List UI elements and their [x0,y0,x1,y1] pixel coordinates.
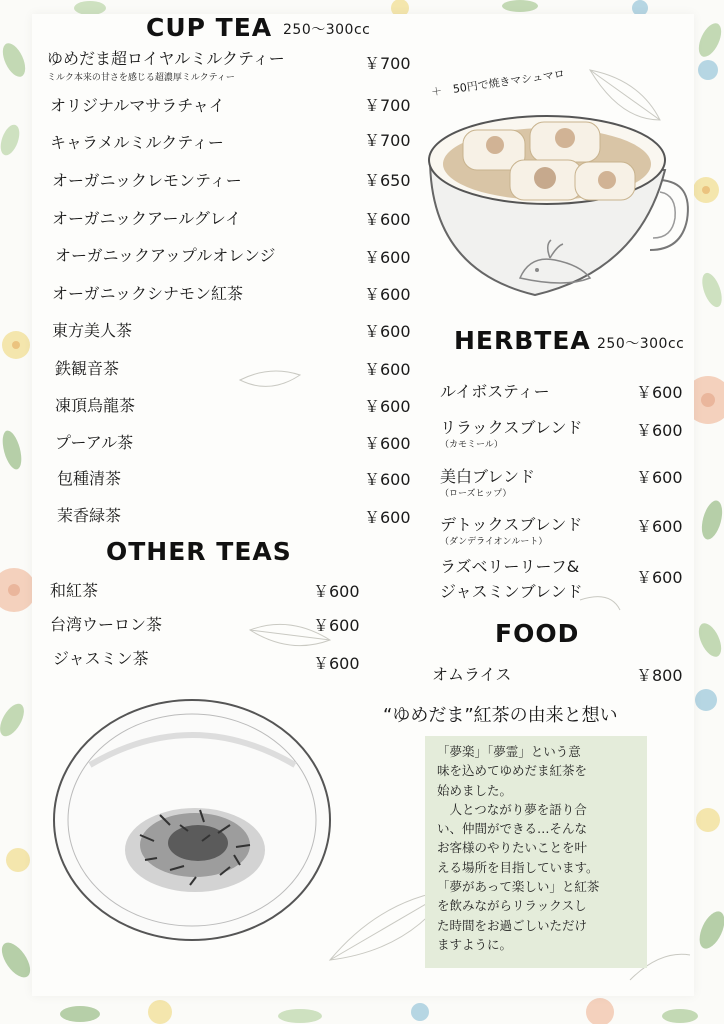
other-teas-item-name: 和紅茶 [50,581,99,600]
herbtea-item-name: リラックスブレンド [440,418,583,437]
cup-tea-heading: CUP TEA [146,13,273,42]
story-line: い、仲間ができる…そんな [437,821,588,837]
story-line: お客様のやりたいことを叶 [437,840,588,856]
herbtea-item-price: ￥600 [636,383,683,402]
tea-leaves-bowl-illustration [50,695,335,945]
herbtea-item-name: ラズベリーリーフ& [440,557,580,576]
cup-tea-item-price: ￥600 [364,360,411,379]
story-line: 「夢があって楽しい」と紅茶 [437,879,600,895]
cup-tea-item-name: キャラメルミルクティー [50,133,224,152]
cup-tea-item-price: ￥650 [364,171,411,190]
story-box [425,736,647,968]
cup-tea-item-price: ￥600 [364,210,411,229]
cup-tea-item-name: 茉香緑茶 [57,506,122,525]
cup-tea-item-price: ￥700 [364,54,411,73]
food-item-price: ￥800 [636,666,683,685]
cup-tea-item-name: 東方美人茶 [52,321,133,340]
food-heading: FOOD [495,619,580,648]
herbtea-item-name: 美白ブレンド [440,467,535,486]
other-teas-item-name: 台湾ウーロン茶 [50,615,163,634]
cup-tea-item-price: ￥700 [364,96,411,115]
other-teas-item-price: ￥600 [313,582,360,601]
cup-tea-item-price: ￥600 [364,285,411,304]
herbtea-item-price: ￥600 [636,517,683,536]
cup-tea-item-name: 凍頂烏龍茶 [55,396,136,415]
cup-tea-item-name: オーガニックアールグレイ [52,209,242,228]
cup-tea-item-price: ￥600 [364,397,411,416]
cup-tea-item-price: ￥600 [364,434,411,453]
story-line: える場所を目指しています。 [437,859,599,875]
herbtea-size: 250～300cc [597,336,685,352]
herbtea-item-description: （カモミール） [440,440,503,450]
herbtea-item-description: （ローズヒップ） [440,489,512,499]
cup-tea-size: 250～300cc [283,22,371,38]
food-item-name: オムライス [432,665,512,684]
story-line: を飲みながらリラックスし [437,898,587,914]
cup-tea-item-price: ￥700 [364,131,411,150]
cup-tea-item-price: ￥600 [364,508,411,527]
other-teas-item-price: ￥600 [313,654,360,673]
herbtea-item-name: ルイボスティー [440,382,550,401]
story-line: ますように。 [437,936,513,952]
story-line: 始めました。 [437,782,513,798]
story-line: 人とつながり夢を語り合 [437,801,587,817]
marshmallow-note: ＋ 50円で焼きマシュマロ [430,67,566,99]
other-teas-item-name: ジャスミン茶 [53,649,149,668]
story-line: 「夢楽」「夢霊」という意 [437,744,581,759]
other-teas-item-price: ￥600 [313,616,360,635]
cup-tea-item-price: ￥600 [364,470,411,489]
cup-tea-item-name: オーガニックアップルオレンジ [55,246,276,265]
cup-tea-item-name: 包種清茶 [57,469,122,488]
cup-tea-item-name: オーガニックレモンティー [52,171,242,190]
cup-tea-item-name: オーガニックシナモン紅茶 [52,284,244,303]
other-teas-heading: OTHER TEAS [106,537,292,566]
cup-tea-item-price: ￥600 [364,248,411,267]
herbtea-item-name-line2: ジャスミンブレンド [440,582,583,601]
herbtea-item-price: ￥600 [636,468,683,487]
cup-tea-item-description: ミルク本来の甘さを感じる超濃厚ミルクティー [47,73,235,83]
herbtea-item-description: （ダンデライオンルート） [440,537,548,547]
herbtea-heading: HERBTEA [454,326,591,355]
cup-tea-item-name: ゆめだま超ロイヤルミルクティー [47,49,285,68]
cup-tea-item-name: オリジナルマサラチャイ [50,96,225,115]
herbtea-item-price: ￥600 [636,568,683,587]
story-line: 味を込めてゆめだま紅茶を [437,763,588,779]
story-line: た時間をお過ごしいただけ [437,917,588,933]
story-title: “ゆめだま”紅茶の由来と想い [383,705,618,726]
herbtea-item-price: ￥600 [636,421,683,440]
cup-tea-item-name: 鉄観音茶 [55,359,120,378]
herbtea-item-name: デトックスブレンド [440,515,583,534]
tea-cup-illustration [425,100,695,305]
cup-tea-item-name: プーアル茶 [55,433,134,452]
cup-tea-item-price: ￥600 [364,322,411,341]
